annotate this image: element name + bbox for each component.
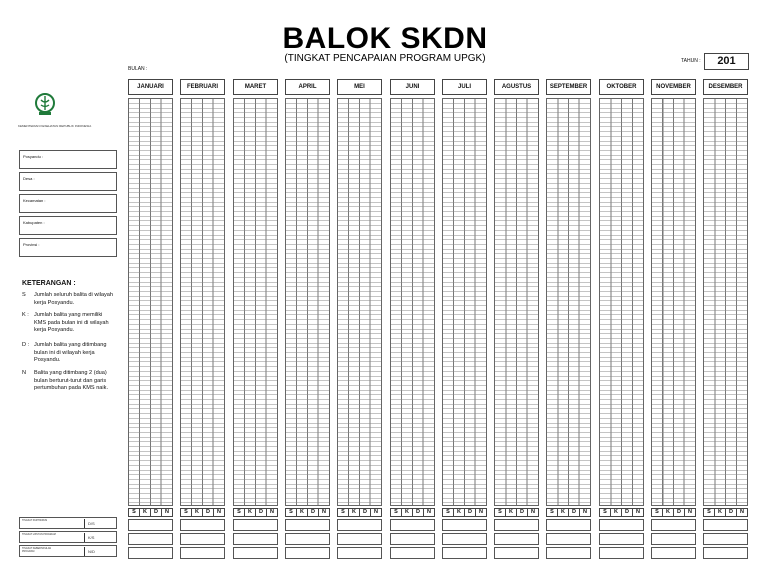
- column-label: K: [297, 509, 308, 516]
- column-label: K: [245, 509, 256, 516]
- column-label: N: [479, 509, 483, 515]
- month-chart-grid[interactable]: [599, 98, 644, 506]
- tahun-field[interactable]: 201: [704, 53, 749, 70]
- summary-cell[interactable]: [703, 547, 748, 559]
- legend-symbol: K/S: [88, 535, 95, 540]
- keterangan-text: Balita yang ditimbang 2 (dua) bulan berturut-turut dan garis pertumbuhan pada KMS naik.: [34, 370, 109, 391]
- column-label: N: [583, 509, 587, 515]
- keterangan-text: Jumlah seluruh balita di wilayah kerja Posyandu.: [34, 292, 113, 306]
- column-label: K: [558, 509, 569, 516]
- skdn-column-labels: [599, 508, 644, 517]
- column-label: S: [391, 509, 402, 516]
- page-title: BALOK SKDN: [282, 22, 488, 55]
- arrow-icon: [84, 519, 87, 528]
- skdn-column-labels: [546, 508, 591, 517]
- month-header-mei: MEI: [337, 79, 382, 95]
- provinsi-field[interactable]: Provinsi :: [19, 238, 117, 257]
- keterangan-key: S: [22, 292, 26, 298]
- summary-cell[interactable]: [546, 519, 591, 531]
- summary-cell[interactable]: [703, 519, 748, 531]
- month-chart-grid[interactable]: [180, 98, 225, 506]
- month-chart-grid[interactable]: [494, 98, 539, 506]
- summary-cell[interactable]: [494, 519, 539, 531]
- summary-cell[interactable]: [599, 519, 644, 531]
- keterangan-k: [22, 312, 122, 335]
- legend-liputan: [19, 531, 117, 543]
- month-header-november: NOVEMBER: [651, 79, 696, 95]
- bulan-label: BULAN :: [128, 66, 148, 72]
- skdn-column-labels: [337, 508, 382, 517]
- summary-cell[interactable]: [285, 519, 330, 531]
- month-header-september: SEPTEMBER: [546, 79, 591, 95]
- summary-cell[interactable]: [337, 519, 382, 531]
- column-label: D: [622, 509, 633, 516]
- keterangan-s: [22, 292, 122, 307]
- legend-symbol: N/D: [88, 549, 95, 554]
- column-label: S: [234, 509, 245, 516]
- summary-cell[interactable]: [442, 547, 487, 559]
- summary-cell[interactable]: [180, 533, 225, 545]
- month-chart-grid[interactable]: [546, 98, 591, 506]
- summary-cell[interactable]: [494, 533, 539, 545]
- column-label: K: [454, 509, 465, 516]
- column-label: S: [652, 509, 663, 516]
- keterangan-title: KETERANGAN :: [22, 280, 76, 287]
- summary-cell[interactable]: [233, 533, 278, 545]
- summary-cell[interactable]: [651, 547, 696, 559]
- page-subtitle: (TINGKAT PENCAPAIAN PROGRAM UPGK): [284, 53, 486, 64]
- month-chart-grid[interactable]: [233, 98, 278, 506]
- column-label: D: [203, 509, 214, 516]
- tahun-label: TAHUN :: [681, 58, 701, 64]
- month-header-maret: MARET: [233, 79, 278, 95]
- summary-cell[interactable]: [651, 519, 696, 531]
- skdn-column-labels: [703, 508, 748, 517]
- summary-cell[interactable]: [442, 519, 487, 531]
- summary-cell[interactable]: [128, 547, 173, 559]
- column-label: N: [374, 509, 378, 515]
- column-label: S: [547, 509, 558, 516]
- column-label: D: [308, 509, 319, 516]
- column-label: D: [360, 509, 371, 516]
- summary-cell[interactable]: [285, 547, 330, 559]
- month-chart-grid[interactable]: [337, 98, 382, 506]
- column-label: S: [129, 509, 140, 516]
- column-label: D: [517, 509, 528, 516]
- month-chart-grid[interactable]: [285, 98, 330, 506]
- month-chart-grid[interactable]: [390, 98, 435, 506]
- month-chart-grid[interactable]: [703, 98, 748, 506]
- column-label: D: [151, 509, 162, 516]
- column-label: K: [402, 509, 413, 516]
- skdn-column-labels: [494, 508, 539, 517]
- column-label: N: [427, 509, 431, 515]
- column-label: K: [611, 509, 622, 516]
- column-label: D: [256, 509, 267, 516]
- summary-cell[interactable]: [651, 533, 696, 545]
- month-header-februari: FEBRUARI: [180, 79, 225, 95]
- legend-symbol: D/S: [88, 521, 95, 526]
- kabupaten-field[interactable]: Kabupaten :: [19, 216, 117, 235]
- desa-field[interactable]: Desa :: [19, 172, 117, 191]
- month-header-agustus: AGUSTUS: [494, 79, 539, 95]
- legend-keberhasilan: [19, 545, 117, 557]
- column-label: N: [688, 509, 692, 515]
- keterangan-key: D :: [22, 342, 30, 348]
- column-label: S: [600, 509, 611, 516]
- month-header-juli: JULI: [442, 79, 487, 95]
- column-label: K: [349, 509, 360, 516]
- skdn-column-labels: [651, 508, 696, 517]
- column-label: N: [636, 509, 640, 515]
- legend-text: TINGKAT LIPUTAN PROGRAM: [22, 533, 56, 536]
- summary-cell[interactable]: [390, 547, 435, 559]
- column-label: K: [715, 509, 726, 516]
- column-label: N: [270, 509, 274, 515]
- summary-cell[interactable]: [128, 519, 173, 531]
- keterangan-text: Jumlah balita yang memiliki KMS pada bulan ini di wilayah kerja Posyandu.: [34, 312, 109, 333]
- keterangan-key: N: [22, 370, 27, 376]
- skdn-column-labels: [128, 508, 173, 517]
- ministry-logo-icon: [34, 92, 56, 116]
- column-label: S: [495, 509, 506, 516]
- summary-cell[interactable]: [494, 547, 539, 559]
- column-label: D: [569, 509, 580, 516]
- summary-cell[interactable]: [337, 533, 382, 545]
- summary-cell[interactable]: [233, 519, 278, 531]
- summary-cell[interactable]: [546, 547, 591, 559]
- column-label: K: [192, 509, 203, 516]
- summary-cell[interactable]: [390, 519, 435, 531]
- posyandu-field[interactable]: Posyandu :: [19, 150, 117, 169]
- summary-cell[interactable]: [703, 533, 748, 545]
- summary-cell[interactable]: [442, 533, 487, 545]
- kecamatan-field[interactable]: Kecamatan :: [19, 194, 117, 213]
- arrow-icon: [84, 533, 87, 542]
- column-label: S: [338, 509, 349, 516]
- summary-cell[interactable]: [180, 547, 225, 559]
- summary-cell[interactable]: [390, 533, 435, 545]
- column-label: N: [165, 509, 169, 515]
- summary-cell[interactable]: [285, 533, 330, 545]
- legend-text: TINGKAT KEBERHASILAN PROGRAM: [22, 547, 52, 553]
- column-label: K: [506, 509, 517, 516]
- month-header-juni: JUNI: [390, 79, 435, 95]
- skdn-column-labels: [233, 508, 278, 517]
- keterangan-d: [22, 342, 122, 365]
- skdn-column-labels: [180, 508, 225, 517]
- column-label: D: [413, 509, 424, 516]
- summary-cell[interactable]: [546, 533, 591, 545]
- summary-cell[interactable]: [337, 547, 382, 559]
- summary-cell[interactable]: [180, 519, 225, 531]
- month-header-april: APRIL: [285, 79, 330, 95]
- month-header-oktober: OKTOBER: [599, 79, 644, 95]
- column-label: N: [531, 509, 535, 515]
- column-label: N: [217, 509, 221, 515]
- summary-cell[interactable]: [233, 547, 278, 559]
- month-chart-grid[interactable]: [128, 98, 173, 506]
- column-label: S: [181, 509, 192, 516]
- keterangan-text: Jumlah balita yang ditimbang bulan ini di wilayah kerja Posyandu.: [34, 342, 107, 363]
- month-header-januari: JANUARI: [128, 79, 173, 95]
- summary-cell[interactable]: [128, 533, 173, 545]
- summary-cell[interactable]: [599, 547, 644, 559]
- month-header-desember: DESEMBER: [703, 79, 748, 95]
- arrow-icon: [84, 547, 87, 556]
- ministry-name: KEMENTERIAN KESEHATAN REPUBLIK INDONESIA: [18, 124, 92, 128]
- skdn-column-labels: [442, 508, 487, 517]
- column-label: D: [465, 509, 476, 516]
- month-chart-grid[interactable]: [651, 98, 696, 506]
- summary-cell[interactable]: [599, 533, 644, 545]
- skdn-column-labels: [285, 508, 330, 517]
- keterangan-key: K :: [22, 312, 29, 318]
- keterangan-n: [22, 370, 122, 393]
- column-label: N: [322, 509, 326, 515]
- skdn-column-labels: [390, 508, 435, 517]
- column-label: K: [140, 509, 151, 516]
- legend-partisipasi: [19, 517, 117, 529]
- column-label: S: [704, 509, 715, 516]
- column-label: K: [663, 509, 674, 516]
- legend-text: TINGKAT PARTISIPASI: [22, 519, 48, 522]
- column-label: D: [726, 509, 737, 516]
- column-label: S: [443, 509, 454, 516]
- column-label: D: [674, 509, 685, 516]
- column-label: N: [740, 509, 744, 515]
- column-label: S: [286, 509, 297, 516]
- month-chart-grid[interactable]: [442, 98, 487, 506]
